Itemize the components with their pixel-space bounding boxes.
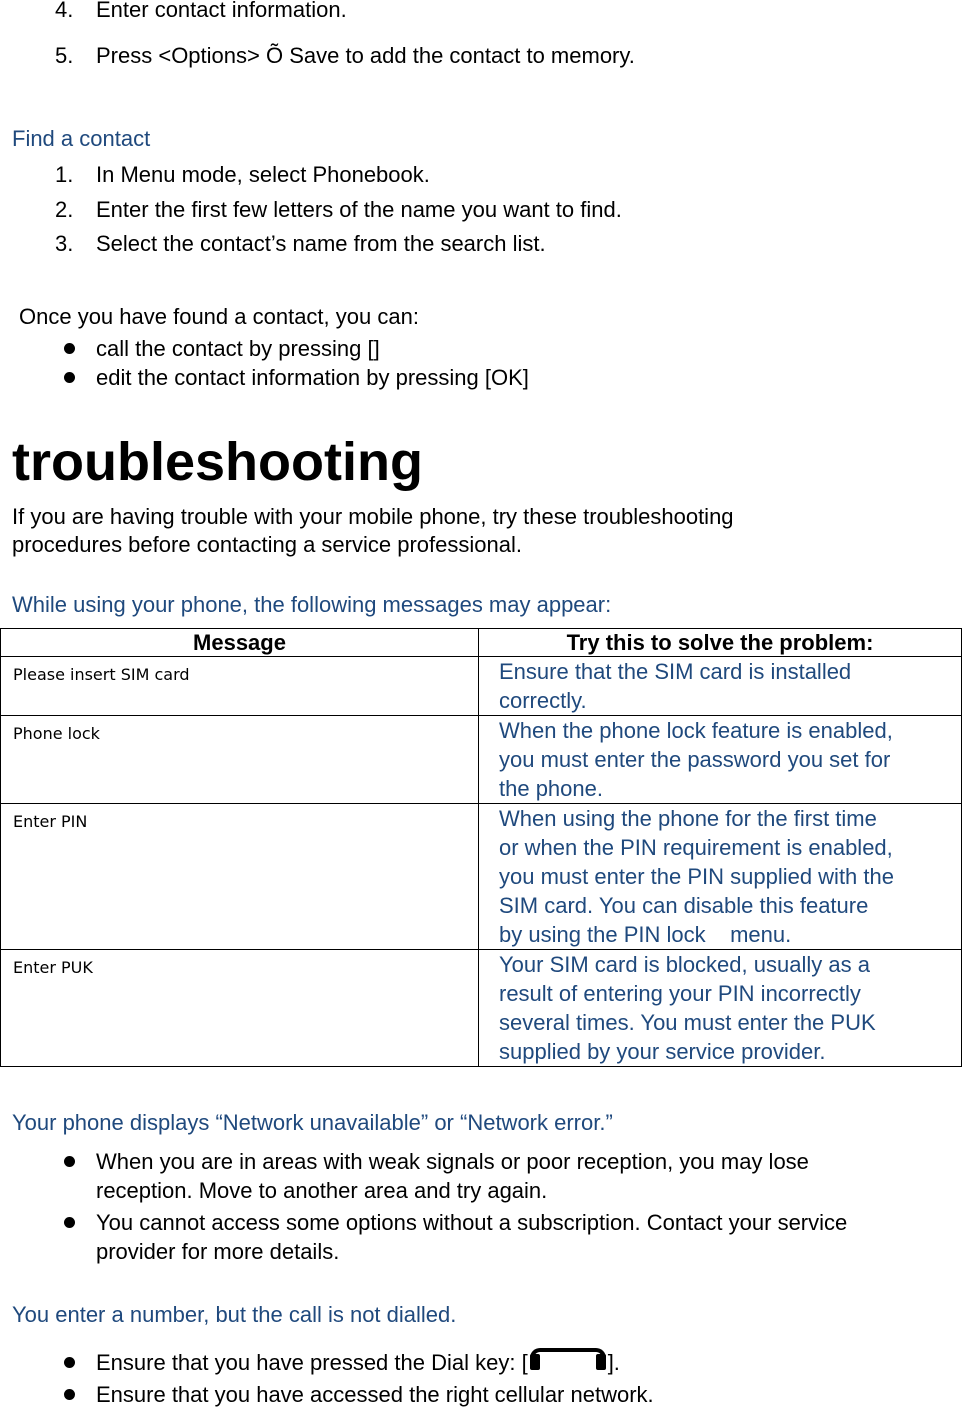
messages-table xyxy=(0,628,962,1067)
list-item: When you are in areas with weak signals or poor reception, you may lose xyxy=(96,1149,809,1174)
table-row xyxy=(1,804,962,950)
dial-text-prefix: Ensure that you have pressed the Dial key: [ xyxy=(96,1350,528,1375)
solution-cell xyxy=(479,950,962,1067)
dial-key-icon xyxy=(530,1348,606,1366)
bullet-icon xyxy=(64,1357,75,1368)
message-cell: Enter PUK xyxy=(1,950,479,1067)
find-contact-heading: Find a contact xyxy=(12,126,151,151)
list-item-continuation: provider for more details. xyxy=(96,1239,340,1264)
message-cell: Please insert SIM card xyxy=(1,657,479,716)
table-row xyxy=(1,716,962,804)
solution-line: by using the PIN lock menu. xyxy=(499,922,792,947)
bullet-icon xyxy=(64,1156,75,1167)
solution-line: result of entering your PIN incorrectly xyxy=(499,981,861,1006)
step-text: Select the contact’s name from the search list. xyxy=(96,231,546,256)
list-item: edit the contact information by pressing [OK] xyxy=(96,365,529,390)
solution-cell xyxy=(479,804,962,950)
solution-line: When using the phone for the first time xyxy=(499,806,877,831)
solution-line: SIM card. You can disable this feature xyxy=(499,893,869,918)
solution-line: correctly. xyxy=(499,688,587,713)
message-cell: Enter PIN xyxy=(1,804,479,950)
solution-line: Your SIM card is blocked, usually as a xyxy=(499,952,870,977)
solution-line: When the phone lock feature is enabled, xyxy=(499,718,893,743)
dial-text-suffix: ]. xyxy=(607,1350,620,1375)
bullet-icon xyxy=(64,1217,75,1228)
step-text: In Menu mode, select Phonebook. xyxy=(96,162,430,187)
step-number: 3. xyxy=(55,231,74,256)
solution-line: supplied by your service provider. xyxy=(499,1039,826,1064)
message-cell: Phone lock xyxy=(1,716,479,804)
messages-heading: While using your phone, the following messages may appear: xyxy=(12,592,612,617)
solution-line: you must enter the password you set for xyxy=(499,747,891,772)
step-text: Enter the first few letters of the name you want to find. xyxy=(96,197,622,222)
table-row xyxy=(1,950,962,1067)
table-row xyxy=(1,657,962,716)
bullet-icon xyxy=(64,343,75,354)
column-header-message: Message xyxy=(1,629,479,657)
solution-line: Ensure that the SIM card is installed xyxy=(499,659,852,684)
step-text: Press <Options> Õ Save to add the contact to memory. xyxy=(96,43,635,68)
step-text: Enter contact information. xyxy=(96,0,347,22)
table-header-row xyxy=(1,629,962,657)
list-item: You cannot access some options without a subscription. Contact your service xyxy=(96,1210,848,1235)
solution-line: or when the PIN requirement is enabled, xyxy=(499,835,893,860)
solution-line: the phone. xyxy=(499,776,603,801)
intro-text: procedures before contacting a service professional. xyxy=(12,532,522,557)
solution-cell xyxy=(479,657,962,716)
step-number: 1. xyxy=(55,162,74,187)
list-item xyxy=(96,1348,620,1377)
found-contact-intro: Once you have found a contact, you can: xyxy=(19,304,419,329)
dial-heading: You enter a number, but the call is not dialled. xyxy=(12,1302,457,1327)
step-number: 5. xyxy=(55,43,74,68)
list-item: Ensure that you have accessed the right cellular network. xyxy=(96,1382,654,1407)
list-item-continuation: reception. Move to another area and try again. xyxy=(96,1178,548,1203)
intro-text: If you are having trouble with your mobile phone, try these troubleshooting xyxy=(12,504,734,529)
column-header-solution: Try this to solve the problem: xyxy=(479,629,962,657)
bullet-icon xyxy=(64,372,75,383)
bullet-icon xyxy=(64,1389,75,1400)
solution-cell xyxy=(479,716,962,804)
step-number: 2. xyxy=(55,197,74,222)
solution-line: several times. You must enter the PUK xyxy=(499,1010,876,1035)
solution-line: you must enter the PIN supplied with the xyxy=(499,864,894,889)
list-item: call the contact by pressing [] xyxy=(96,336,380,361)
network-heading: Your phone displays “Network unavailable” or “Network error.” xyxy=(12,1110,613,1135)
page-title: troubleshooting xyxy=(12,432,423,492)
step-number: 4. xyxy=(55,0,74,22)
